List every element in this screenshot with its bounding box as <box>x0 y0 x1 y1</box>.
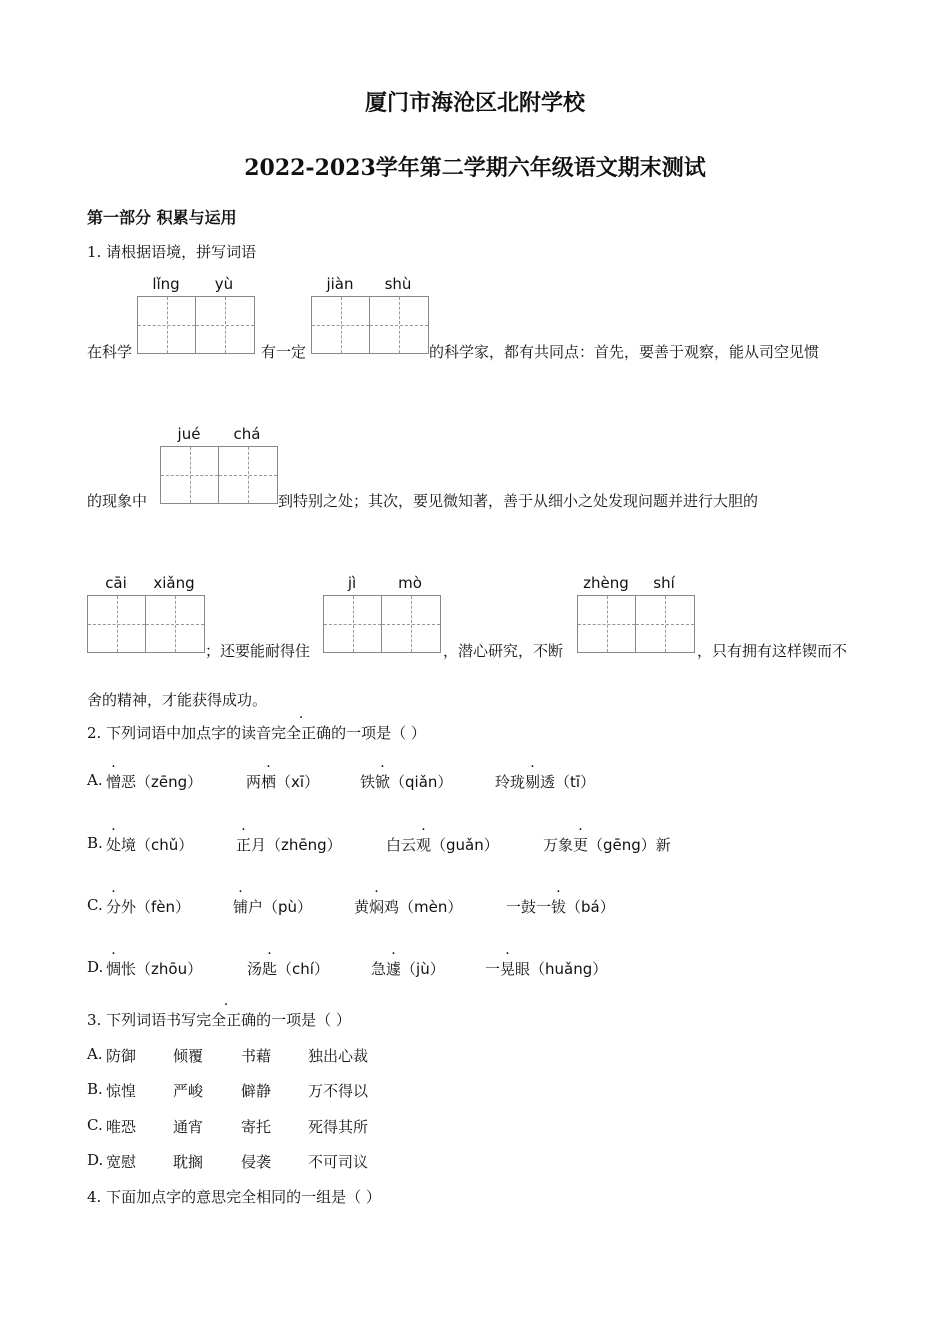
q2-option-b[interactable]: B. 处境（chǔ） 正月（zhēng） 白云观（guǎn） 万象更（gēng）新 <box>87 834 671 854</box>
pinyin-label: shí <box>653 574 675 592</box>
grid-cell[interactable] <box>324 596 382 652</box>
pinyin-label: shù <box>384 275 412 293</box>
q1-text: ；还要能耐得住 <box>205 642 311 660</box>
page-subtitle: 2022-2023学年第二学期六年级语文期末测试 <box>244 155 706 181</box>
grid-cell[interactable] <box>146 596 204 652</box>
writing-grid[interactable] <box>323 595 441 653</box>
pinyin-label: chá <box>233 425 261 443</box>
grid-cell[interactable] <box>636 596 694 652</box>
q3-option-c[interactable]: C. 唯恐 通宵 寄托 死得其所 <box>87 1116 369 1136</box>
pinyin-label: zhèng <box>583 574 629 592</box>
q1-stem: 1. 请根据语境，拼写词语 <box>87 243 257 261</box>
q2-option-d[interactable]: D. 惆怅（zhōu） 汤匙（chí） 急遽（jù） 一晃眼（huǎng） <box>87 958 608 978</box>
grid-cell[interactable] <box>88 596 146 652</box>
writing-grid[interactable] <box>311 296 429 354</box>
q1-text: 舍的精神，才能获得成功。 <box>87 691 268 709</box>
grid-cell[interactable] <box>138 297 196 353</box>
q2-option-c[interactable]: C. 分外（fèn） 铺户（pù） 黄焖鸡（mèn） 一鼓一钹（bá） <box>87 896 615 916</box>
grid-cell[interactable] <box>161 447 219 503</box>
pinyin-label: jì <box>347 574 357 592</box>
pinyin-label: xiǎng <box>153 574 195 592</box>
q1-text: ，潜心研究，不断 <box>443 642 564 660</box>
section-heading: 第一部分 积累与运用 <box>87 208 237 227</box>
q3-option-d[interactable]: D. 宽慰 耽搁 侵袭 不可司议 <box>87 1151 369 1171</box>
grid-cell[interactable] <box>578 596 636 652</box>
writing-grid[interactable] <box>160 446 278 504</box>
pinyin-label: lǐng <box>152 275 180 293</box>
grid-cell[interactable] <box>370 297 428 353</box>
q3-option-a[interactable]: A. 防御 倾覆 书藉 独出心裁 <box>87 1045 369 1065</box>
pinyin-label: jué <box>177 425 201 443</box>
grid-cell[interactable] <box>219 447 277 503</box>
pinyin-label: cāi <box>105 574 127 592</box>
q3-option-b[interactable]: B. 惊惶 严峻 僻静 万不得以 <box>87 1080 369 1100</box>
writing-grid[interactable] <box>87 595 205 653</box>
q4-stem: 4. 下面加点字的意思完全相同的一组是（ ） <box>87 1188 381 1206</box>
q2-option-a[interactable]: A. 憎恶（zēng） 两栖（xī） 铁锨（qiǎn） 玲珑剔透（tī） <box>87 771 596 791</box>
grid-cell[interactable] <box>382 596 440 652</box>
page-title: 厦门市海沧区北附学校 <box>364 90 585 116</box>
grid-cell[interactable] <box>312 297 370 353</box>
q1-text: 的科学家，都有共同点：首先，要善于观察，能从司空见惯 <box>429 343 820 361</box>
writing-grid[interactable] <box>137 296 255 354</box>
pinyin-label: mò <box>398 574 422 592</box>
pinyin-label: jiàn <box>326 275 354 293</box>
q2-stem: 2. 下列词语中加点字的读音完全正确的一项是（ ） <box>87 724 426 742</box>
q1-text: 在科学 <box>87 343 133 361</box>
q1-text: ，只有拥有这样锲而不 <box>697 642 848 660</box>
q1-text: 的现象中 <box>87 492 148 510</box>
q1-text: 到特别之处；其次，要见微知著，善于从细小之处发现问题并进行大胆的 <box>278 492 759 510</box>
grid-cell[interactable] <box>196 297 254 353</box>
pinyin-label: yù <box>214 275 234 293</box>
q1-text: 有一定 <box>261 343 307 361</box>
writing-grid[interactable] <box>577 595 695 653</box>
q3-stem: 3. 下列词语书写完全正确的一项是（ ） <box>87 1011 351 1029</box>
